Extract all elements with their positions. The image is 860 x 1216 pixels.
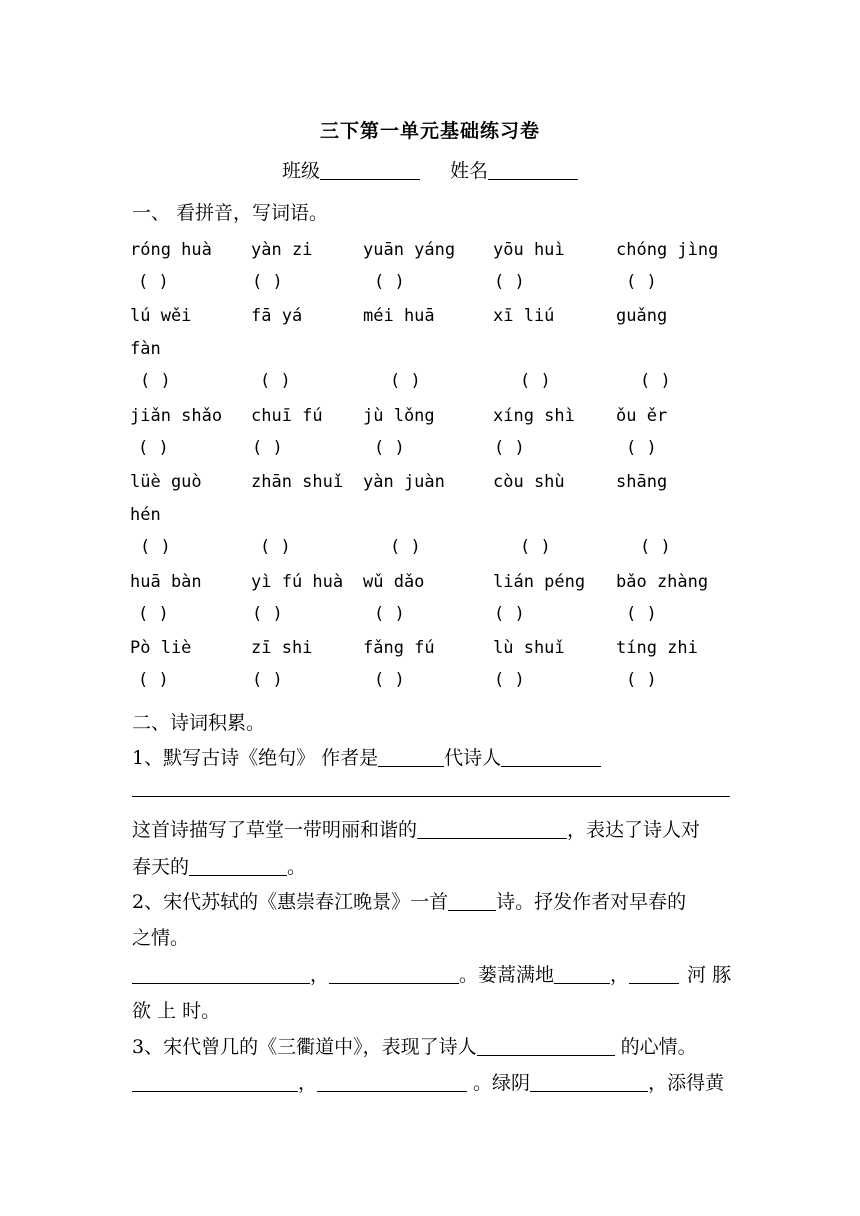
q2-text-b: 诗。抒发作者对早春的	[496, 891, 687, 913]
answer-bracket[interactable]: ( )	[374, 604, 405, 624]
pinyin-word: yàn zi	[251, 240, 313, 260]
answer-bracket[interactable]: ( )	[494, 272, 525, 292]
pinyin-word: lián péng	[493, 572, 586, 592]
q1-dynasty-blank[interactable]	[378, 748, 444, 767]
name-label: 姓名	[450, 160, 489, 182]
class-blank[interactable]	[320, 161, 420, 180]
answer-bracket[interactable]: ( )	[640, 371, 671, 391]
pinyin-word: Pò liè	[130, 638, 192, 658]
pinyin-word: xíng shì	[493, 406, 575, 426]
pinyin-word: fǎng fú	[363, 638, 435, 658]
pinyin-word: yuān yáng	[363, 240, 456, 260]
q2-verse-blank-1[interactable]	[132, 965, 310, 984]
q1-desc-c: 春天的	[132, 856, 190, 878]
q1-answer-rule[interactable]	[132, 796, 730, 797]
answer-bracket[interactable]: ( )	[494, 670, 525, 690]
q3-text-d: ，添得黄	[648, 1072, 725, 1094]
name-blank[interactable]	[488, 161, 578, 180]
answer-bracket[interactable]: ( )	[626, 604, 657, 624]
q2-text-a: 2、宋代苏轼的《惠崇春江晚景》一首	[132, 891, 449, 913]
q2-verse-blank-2[interactable]	[329, 965, 459, 984]
page-title: 三下第一单元基础练习卷	[319, 120, 540, 142]
pinyin-word: guǎng	[616, 306, 668, 326]
pinyin-word: yì fú huà	[251, 572, 344, 592]
pinyin-word: zī shi	[251, 638, 313, 658]
q3-line-2	[132, 1068, 724, 1095]
q1-desc-a: 这首诗描写了草堂一带明丽和谐的	[132, 819, 418, 841]
answer-bracket[interactable]: ( )	[494, 604, 525, 624]
pinyin-word: tíng zhi	[616, 638, 698, 658]
q1-text-b: 代诗人	[444, 747, 502, 769]
q2-type-blank[interactable]	[448, 892, 496, 911]
pinyin-word: ǒu ěr	[616, 406, 668, 426]
answer-bracket[interactable]: ( )	[140, 371, 171, 391]
q2-verse-blank-4[interactable]	[629, 965, 679, 984]
q2-line-2: 之情。	[132, 927, 190, 949]
answer-bracket[interactable]: ( )	[252, 438, 283, 458]
q3-verse-blank-2[interactable]	[317, 1073, 467, 1092]
q3-text-a: 3、宋代曾几的《三衢道中》，表现了诗人	[132, 1036, 477, 1058]
answer-bracket[interactable]: ( )	[374, 670, 405, 690]
pinyin-word: wǔ dǎo	[363, 572, 425, 592]
answer-bracket[interactable]: ( )	[140, 537, 171, 557]
answer-bracket[interactable]: ( )	[252, 272, 283, 292]
q2-line-1	[132, 887, 686, 914]
answer-bracket[interactable]: ( )	[260, 371, 291, 391]
answer-bracket[interactable]: ( )	[138, 272, 169, 292]
class-name-line	[0, 156, 860, 183]
q2-line-4: 欲 上 时。	[132, 1000, 221, 1022]
answer-bracket[interactable]: ( )	[494, 438, 525, 458]
q2-text-c: 。蒌蒿满地	[459, 964, 555, 986]
q1-desc-line-2	[132, 852, 306, 879]
pinyin-word: fā yá	[251, 306, 303, 326]
answer-bracket[interactable]: ( )	[138, 670, 169, 690]
pinyin-word: méi huā	[363, 306, 435, 326]
answer-bracket[interactable]: ( )	[390, 537, 421, 557]
answer-bracket[interactable]: ( )	[260, 537, 291, 557]
q2-line-3	[132, 960, 731, 987]
pinyin-word: jiǎn shǎo	[130, 406, 223, 426]
q3-verse-blank-3[interactable]	[530, 1073, 648, 1092]
answer-bracket[interactable]: ( )	[252, 670, 283, 690]
pinyin-word: róng huà	[130, 240, 212, 260]
answer-bracket[interactable]: ( )	[390, 371, 421, 391]
pinyin-word: jù lǒng	[363, 406, 435, 426]
pinyin-word: bǎo zhàng	[616, 572, 709, 592]
q3-comma: ，	[298, 1072, 318, 1094]
section-2-heading: 二、诗词积累。	[132, 712, 266, 734]
pinyin-word: chuī fú	[251, 406, 323, 426]
answer-bracket[interactable]: ( )	[138, 604, 169, 624]
q1-poet-blank[interactable]	[501, 748, 601, 767]
pinyin-word: lüè guò	[130, 472, 202, 492]
answer-bracket[interactable]: ( )	[138, 438, 169, 458]
answer-bracket[interactable]: ( )	[374, 438, 405, 458]
pinyin-word: chóng jìng	[616, 240, 719, 260]
section-1-heading: 一、 看拼音，写词语。	[132, 202, 329, 224]
q2-text-e: 河 豚	[687, 964, 732, 986]
pinyin-word: lú wěi	[130, 306, 192, 326]
class-label: 班级	[281, 160, 320, 182]
q1-desc-line-1	[132, 815, 700, 842]
pinyin-word: huā bàn	[130, 572, 202, 592]
pinyin-word: xī liú	[493, 306, 555, 326]
pinyin-word: còu shù	[493, 472, 565, 492]
q2-comma: ，	[310, 964, 330, 986]
pinyin-word: zhān shuǐ	[251, 472, 344, 492]
answer-bracket[interactable]: ( )	[374, 272, 405, 292]
answer-bracket[interactable]: ( )	[520, 371, 551, 391]
answer-bracket[interactable]: ( )	[626, 438, 657, 458]
q1-desc-b: ，表达了诗人对	[567, 819, 701, 841]
pinyin-word: shāng	[616, 472, 668, 492]
q1-line	[132, 743, 601, 770]
pinyin-word-wrap: fàn	[130, 339, 161, 359]
q2-verse-blank-3[interactable]	[554, 965, 610, 984]
answer-bracket[interactable]: ( )	[520, 537, 551, 557]
q1-feeling-blank[interactable]	[189, 857, 287, 876]
pinyin-word: yàn juàn	[363, 472, 445, 492]
q3-line-1	[132, 1032, 697, 1059]
q2-text-d: ，	[610, 964, 630, 986]
q1-scene-blank[interactable]	[417, 820, 567, 839]
q3-text-b: 的心情。	[614, 1036, 697, 1058]
answer-bracket[interactable]: ( )	[626, 272, 657, 292]
answer-bracket[interactable]: ( )	[640, 537, 671, 557]
q3-text-c: 。绿阴	[467, 1072, 531, 1094]
pinyin-word-wrap: hén	[130, 505, 161, 525]
q3-verse-blank-1[interactable]	[132, 1073, 298, 1092]
answer-bracket[interactable]: ( )	[626, 670, 657, 690]
q3-mood-blank[interactable]	[477, 1037, 615, 1056]
q1-text-a: 1、默写古诗《绝句》 作者是	[132, 747, 379, 769]
pinyin-word: yōu huì	[493, 240, 565, 260]
pinyin-word: lù shuǐ	[493, 638, 565, 658]
answer-bracket[interactable]: ( )	[252, 604, 283, 624]
q1-desc-d: 。	[287, 856, 307, 878]
